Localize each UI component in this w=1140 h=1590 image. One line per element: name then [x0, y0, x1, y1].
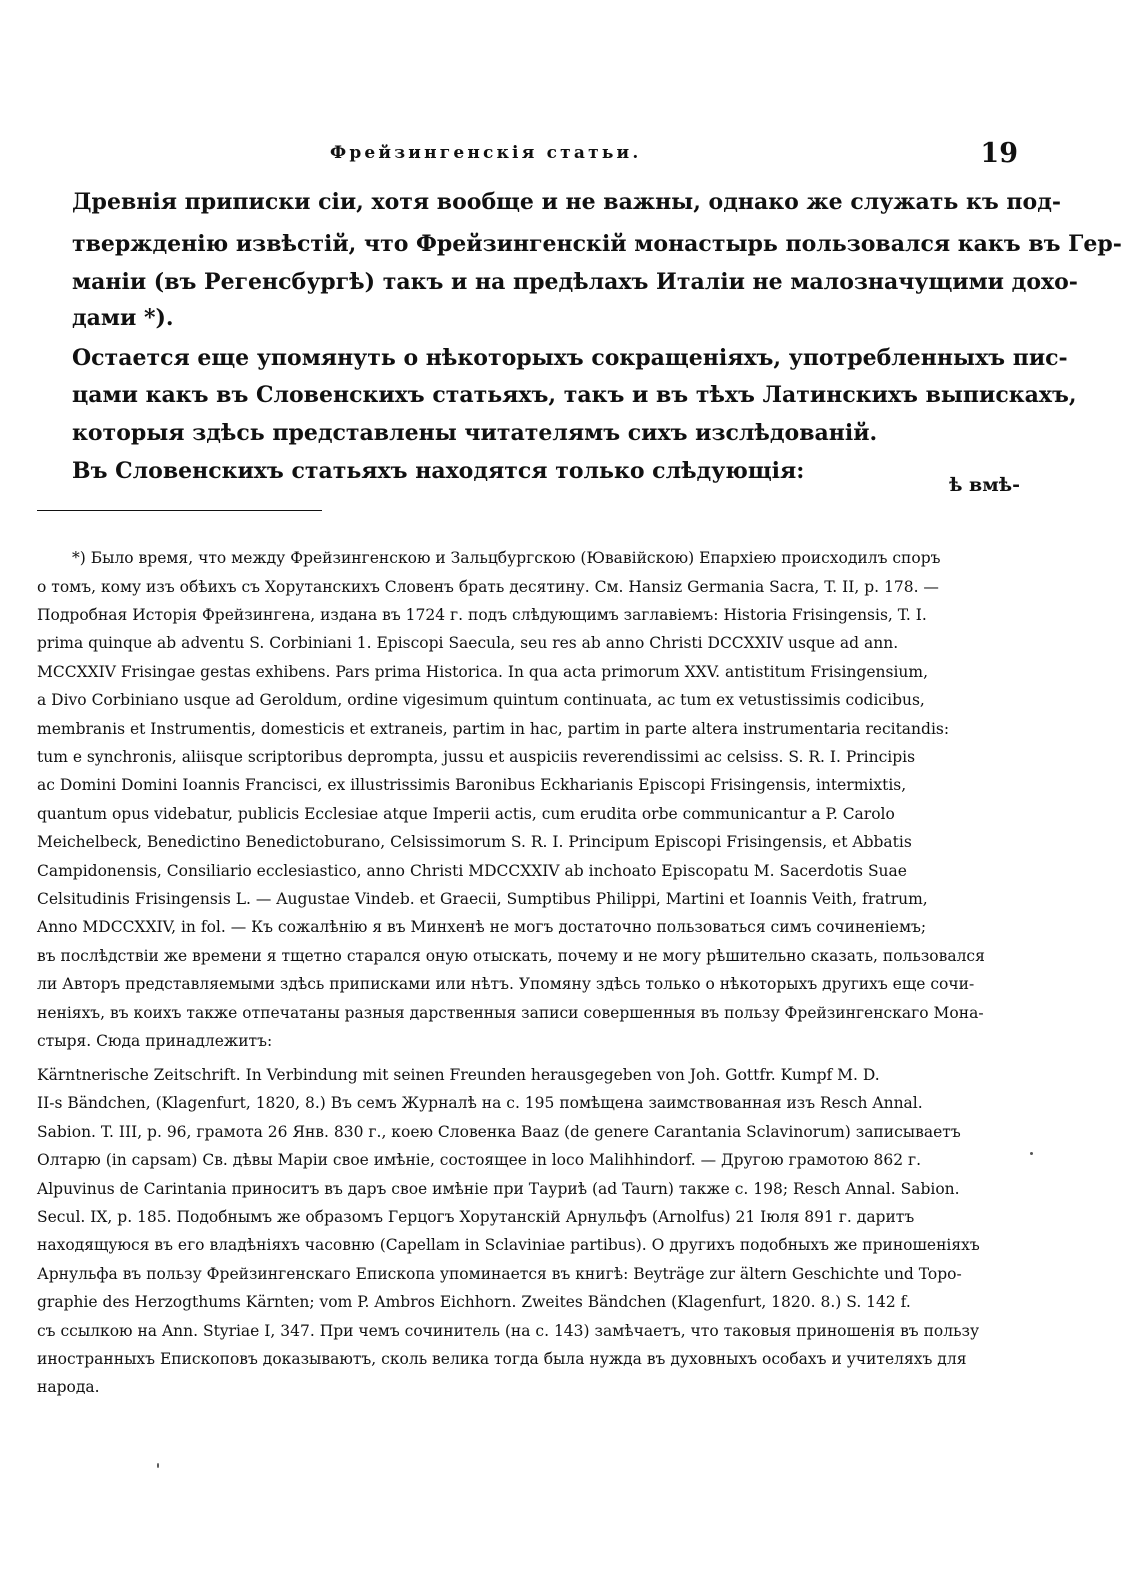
footnote-line: II-s Bändchen, (Klagenfurt, 1820, 8.) Въ семъ Журналѣ на с. 195 помѣщена заимствованная изъ Resch Annal. — [37, 1094, 923, 1112]
print-speck — [157, 1463, 159, 1468]
footnote-line: Campidonensis, Consiliario ecclesiastico, anno Christi MDCCXXIV ab inchoato Episcopatu M. Sacerdotis Suae — [37, 862, 907, 880]
catchword: ѣ вмѣ- — [949, 474, 1020, 496]
footnote-line: ac Domini Domini Ioannis Francisci, ex illustrissimis Baronibus Eckharianis Episcopi Frisingensis, intermixtis, — [37, 776, 907, 794]
footnote-line: о томъ, кому изъ обѣихъ съ Хорутанскихъ Словенъ брать десятину. См. Hansiz Germania Sacra, T. II, p. 178. — — [37, 578, 939, 596]
footnote-line: Alpuvinus de Carintania приноситъ въ даръ свое имѣніе при Тауриѣ (ad Taurn) также с. 198; Resch Annal. Sabion. — [37, 1180, 960, 1198]
body-line: которыя здѣсь представлены читателямъ сихъ изслѣдованій. — [72, 420, 878, 446]
footnote-line: Олтарю (in capsam) Св. дѣвы Маріи свое имѣніе, состоящее in loco Malihhindorf. — Другою грамотою 862 г. — [37, 1151, 922, 1169]
print-speck — [1030, 1152, 1033, 1155]
body-line: цами какъ въ Словенскихъ статьяхъ, такъ и въ тѣхъ Латинскихъ выпискахъ, — [72, 382, 1077, 408]
body-line: маніи (въ Регенсбургѣ) такъ и на предѣлахъ Италіи не малозначущими дохо- — [72, 269, 1078, 295]
footnote-line: Подробная Исторія Фрейзингена, издана въ 1724 г. подъ слѣдующимъ заглавіемъ: Historia Frisingensis, T. I. — [37, 606, 927, 624]
body-line: Въ Словенскихъ статьяхъ находятся только слѣдующія: — [72, 458, 805, 484]
footnote-line: Meichelbeck, Benedictino Benedictoburano, Celsissimorum S. R. I. Principum Episcopi Frisingensis, et Abbatis — [37, 833, 912, 851]
footnote-line: ли Авторъ представляемыми здѣсь приписками или нѣтъ. Упомяну здѣсь только о нѣкоторыхъ другихъ еще сочи- — [37, 975, 975, 993]
footnote-line: graphie des Herzogthums Kärnten; vom P. Ambros Eichhorn. Zweites Bändchen (Klagenfurt, 1820. 8.) S. 142 f. — [37, 1293, 911, 1311]
footnote-line: MCCXXIV Frisingae gestas exhibens. Pars prima Historica. In qua acta primorum XXV. antistitum Frisingensium, — [37, 663, 929, 681]
footnote-line: tum e synchronis, aliisque scriptoribus deprompta, jussu et auspiciis reverendissimi ac celsiss. S. R. I. Principis — [37, 748, 916, 766]
footnote-line: народа. — [37, 1378, 100, 1396]
footnote-line: prima quinque ab adventu S. Corbiniani 1. Episcopi Saecula, seu res ab anno Christi DCCXXIV usque ad ann. — [37, 634, 899, 652]
footnote-line: Арнульфа въ пользу Фрейзингенскаго Епископа упоминается въ книгѣ: Beyträge zur ältern Geschichte und Topo- — [37, 1265, 962, 1283]
footnote-line: quantum opus videbatur, publicis Ecclesiae atque Imperii actis, cum erudita orbe communicantur a P. Carolo — [37, 805, 895, 823]
footnote-line: Kärntnerische Zeitschrift. In Verbindung mit seinen Freunden herausgegeben von Joh. Gottfr. Kumpf M. D. — [37, 1066, 880, 1084]
footnote-rule — [37, 510, 322, 511]
footnote-line: находящуюся въ его владѣніяхъ часовню (Capellam in Sclaviniae partibus). О другихъ подобныхъ же приношеніяхъ — [37, 1236, 980, 1254]
body-line: дами *). — [72, 305, 174, 331]
footnote-line: *) Было время, что между Фрейзингенскою и Зальцбургскою (Ювавійскою) Епархіею происходилъ споръ — [72, 549, 941, 567]
footnote-line: Celsitudinis Frisingensis L. — Augustae Vindeb. et Graecii, Sumptibus Philippi, Martini et Ioannis Veith, fratrum, — [37, 890, 928, 908]
footnote-line: въ послѣдствіи же времени я тщетно старался оную отыскать, почему и не могу рѣшительно сказать, пользовался — [37, 947, 985, 965]
running-title: Фрейзингенскія статьи. — [330, 143, 642, 163]
footnote-line: membranis et Instrumentis, domesticis et extraneis, partim in hac, partim in parte altera instrumentaria recitandis: — [37, 720, 950, 738]
body-line: Древнія приписки сіи, хотя вообще и не важны, однако же служать къ под- — [72, 189, 1062, 215]
body-line: твержденію извѣстій, что Фрейзингенскій монастырь пользовался какъ въ Гер- — [72, 231, 1122, 257]
footnote-line: стыря. Сюда принадлежитъ: — [37, 1032, 273, 1050]
footnote-line: Anno MDCCXXIV, in fol. — Къ сожалѣнію я въ Минхенѣ не могъ достаточно пользоваться симъ сочиненіемъ; — [37, 918, 927, 936]
footnote-line: Secul. IX, p. 185. Подобнымъ же образомъ Герцогъ Хорутанскій Арнульфъ (Arnolfus) 21 Іюля 891 г. даритъ — [37, 1208, 915, 1226]
body-line: Остается еще упомянуть о нѣкоторыхъ сокращеніяхъ, употребленныхъ пис- — [72, 345, 1068, 371]
page-number: 19 — [980, 138, 1018, 169]
footnote-line: иностранныхъ Епископовъ доказываютъ, сколь велика тогда была нужда въ духовныхъ особахъ и учителяхъ для — [37, 1350, 967, 1368]
footnote-line: съ ссылкою на Ann. Styriae I, 347. При чемъ сочинитель (на с. 143) замѣчаетъ, что таковыя приношенія въ пользу — [37, 1322, 980, 1340]
footnote-line: неніяхъ, въ коихъ также отпечатаны разныя дарственныя записи совершенныя въ пользу Фрейзингенскаго Мона- — [37, 1004, 984, 1022]
footnote-line: Sabion. T. III, p. 96, грамота 26 Янв. 830 г., коею Словенка Baaz (de genere Carantania Sclavinorum) записываетъ — [37, 1123, 961, 1141]
footnote-line: a Divo Corbiniano usque ad Geroldum, ordine vigesimum quintum continuata, ac tum ex vetustissimis codicibus, — [37, 691, 925, 709]
